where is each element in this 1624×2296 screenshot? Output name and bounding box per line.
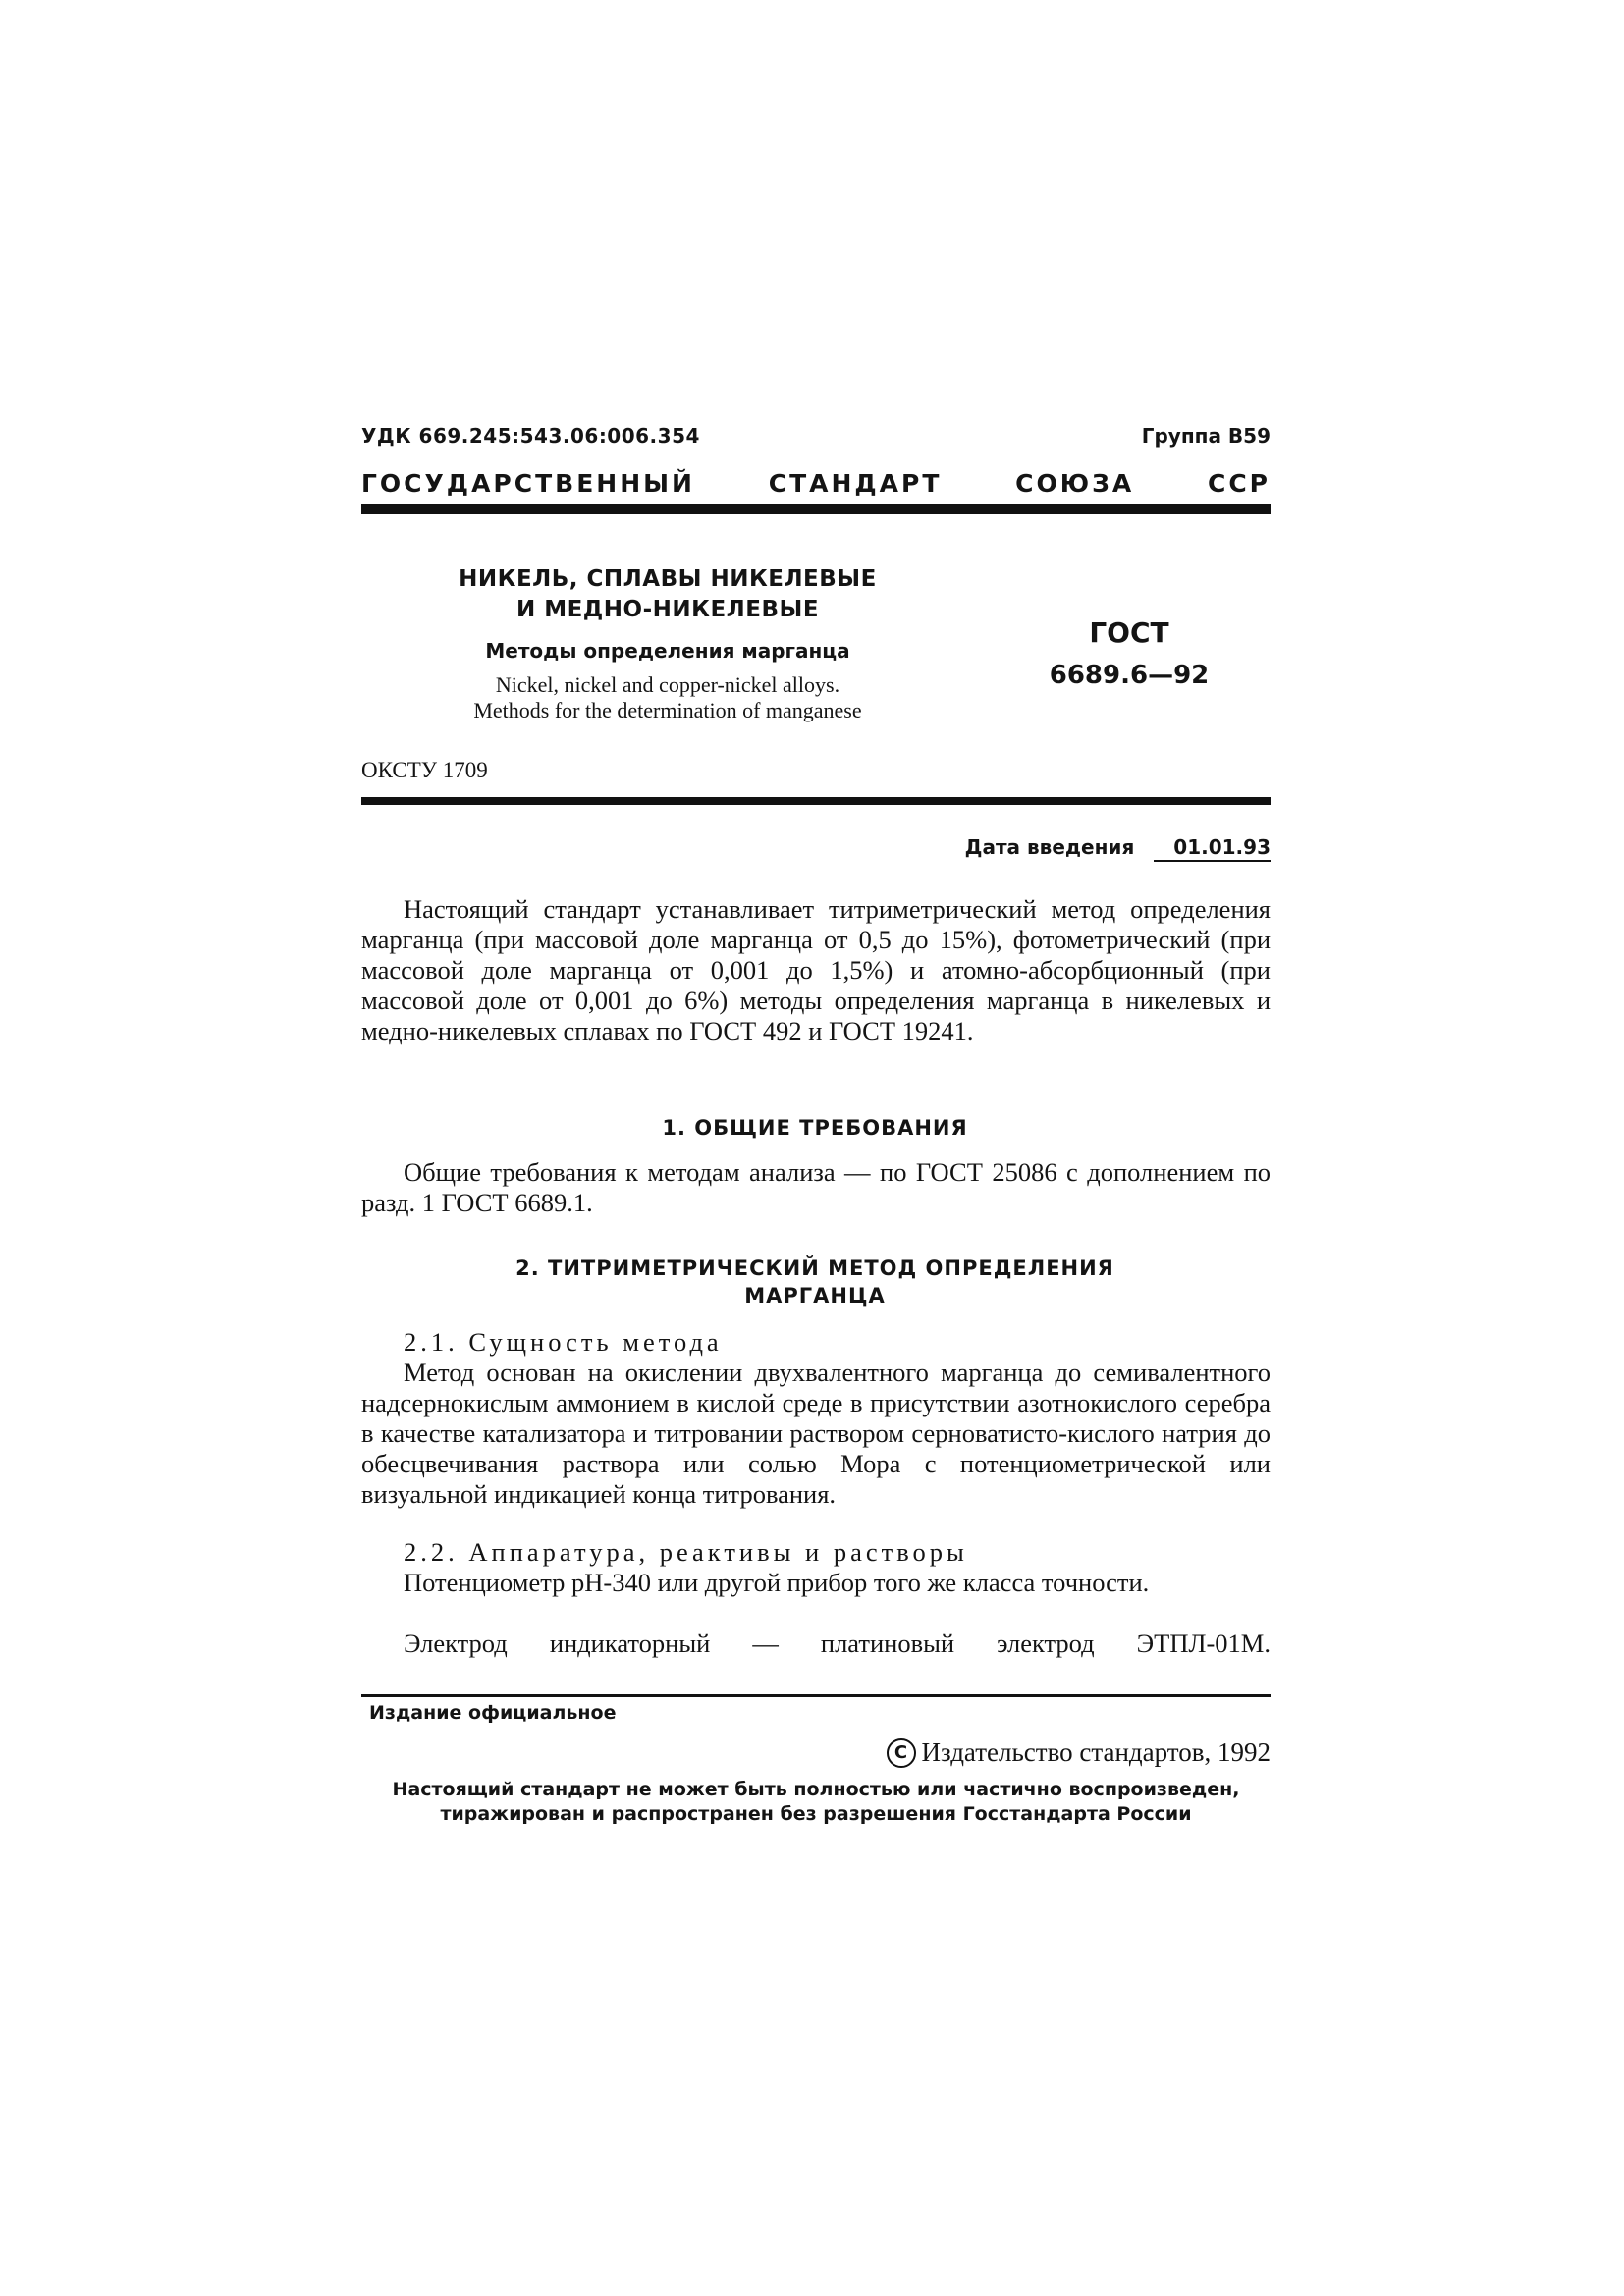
section-2-heading <box>393 1255 1237 1309</box>
section-2-heading-line-1: 2. ТИТРИМЕТРИЧЕСКИЙ МЕТОД ОПРЕДЕЛЕНИЯ <box>515 1256 1114 1280</box>
reproduction-notice-line-1: Настоящий стандарт не может быть полностью или частично воспроизведен, <box>392 1779 1240 1800</box>
clause-2-2-title: 2.2. Аппаратура, реактивы и растворы <box>404 1537 968 1567</box>
clause-2-2-text-2: Электрод индикаторный — платиновый электрод ЭТПЛ-01М. <box>404 1629 1271 1658</box>
copyright-line <box>887 1737 1271 1768</box>
section-1-heading: 1. ОБЩИЕ ТРЕБОВАНИЯ <box>662 1116 968 1140</box>
english-title-line-1: Nickel, nickel and copper-nickel alloys. <box>495 672 840 697</box>
copyright-text: Издательство стандартов, 1992 <box>921 1737 1271 1767</box>
clause-2-2-text-1: Потенциометр рН-340 или другой прибор того же класса точности. <box>404 1568 1150 1597</box>
title-line-1: НИКЕЛЬ, СПЛАВЫ НИКЕЛЕВЫЕ <box>459 566 877 592</box>
gost-number: 6689.6—92 <box>1049 661 1210 690</box>
gost-label: ГОСТ <box>1089 616 1169 649</box>
okstu-code: ОКСТУ 1709 <box>361 758 488 782</box>
group-code: Группа В59 <box>1141 424 1271 448</box>
header-rule <box>361 504 1271 514</box>
section-1-text: Общие требования к методам анализа — по ГОСТ 25086 с дополнением по разд. 1 ГОСТ 6689.1. <box>361 1157 1271 1217</box>
section-2-heading-line-2: МАРГАНЦА <box>744 1284 886 1308</box>
footer-rule <box>361 1694 1271 1697</box>
copyright-icon: C <box>887 1738 916 1768</box>
official-edition-label: Издание официальное <box>369 1702 617 1724</box>
title-line-2: И МЕДНО-НИКЕЛЕВЫЕ <box>515 597 820 622</box>
english-title-line-2: Methods for the determination of manganese <box>473 698 862 722</box>
document-subtitle: Методы определения марганца <box>485 639 850 663</box>
effective-date-label: Дата введения <box>964 835 1135 859</box>
clause-2-1-title: 2.1. Сущность метода <box>404 1327 723 1357</box>
udk-code: УДК 669.245:543.06:006.354 <box>361 424 700 448</box>
effective-date-value: 01.01.93 <box>1154 835 1271 862</box>
reproduction-notice-line-2: тиражирован и распространен без разрешения Госстандарта России <box>440 1803 1192 1825</box>
okstu-rule <box>361 797 1271 805</box>
state-standard-title: ГОСУДАРСТВЕННЫЙ СТАНДАРТ СОЮЗА ССР <box>361 469 1271 498</box>
intro-paragraph: Настоящий стандарт устанавливает титриметрический метод определения марганца (при массовой доле марганца от 0,5 до 15%), фотометрический (при массовой доле марганца от 0,001 до 1,5%) и атомно-абсорбционный (при массовой доле от 0,001 до 6%) методы определения марганца в никелевых и медно-никелевых сплавах по ГОСТ 492 и ГОСТ 19241. <box>361 894 1271 1045</box>
document-title <box>393 564 943 625</box>
reproduction-notice <box>361 1778 1271 1827</box>
english-title <box>393 672 943 723</box>
clause-2-1-text: Метод основан на окислении двухвалентного марганца до семивалентного надсернокислым аммонием в кислой среде в присутствии азотнокислого серебра в качестве катализатора и титровании раствором серноватисто-кислого натрия до обесцвечивания раствора или солью Мора с потенциометрической или визуальной индикацией конца титрования. <box>361 1358 1271 1509</box>
effective-date <box>965 835 1271 862</box>
